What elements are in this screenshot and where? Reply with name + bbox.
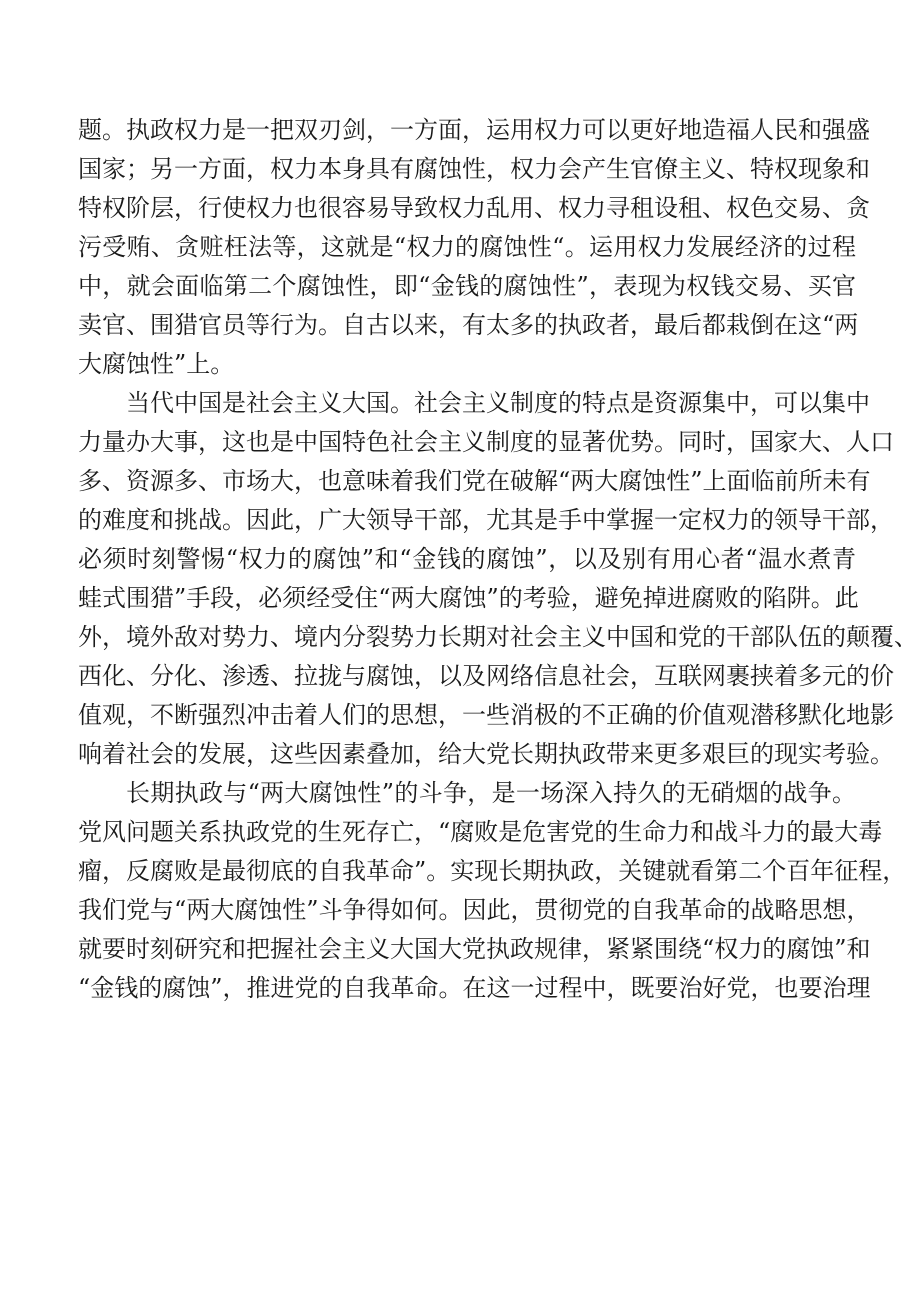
body-line: 就要时刻研究和把握社会主义大国大党执政规律，紧紧围绕“权力的腐蚀”和 <box>78 935 871 963</box>
body-line: 值观，不断强烈冲击着人们的思想，一些消极的不正确的价值观潜移默化地影 <box>78 701 894 729</box>
body-line: 必须时刻警惕“权力的腐蚀”和“金钱的腐蚀”，以及别有用心者“温水煮青 <box>78 545 856 573</box>
body-line: “金钱的腐蚀”，推进党的自我革命。在这一过程中，既要治好党，也要治理 <box>78 974 871 1002</box>
body-line: 外，境外敌对势力、境内分裂势力长期对社会主义中国和党的干部队伍的颠覆、 <box>78 623 918 651</box>
body-line: 国家；另一方面，权力本身具有腐蚀性，权力会产生官僚主义、特权现象和 <box>78 155 870 183</box>
body-line: 党风问题关系执政党的生死存亡，“腐败是危害党的生命力和战斗力的最大毒 <box>78 818 883 846</box>
body-line: 大腐蚀性”上。 <box>78 350 235 378</box>
document-body <box>78 111 918 1008</box>
body-line: 污受贿、贪赃枉法等，这就是“权力的腐蚀性“。运用权力发展经济的过程 <box>78 233 856 261</box>
body-line: 响着社会的发展，这些因素叠加，给大党长期执政带来更多艰巨的现实考验。 <box>78 740 894 768</box>
body-line: 西化、分化、渗透、拉拢与腐蚀，以及网络信息社会，互联网裹挟着多元的价 <box>78 662 894 690</box>
body-line: 我们党与“两大腐蚀性”斗争得如何。因此，贯彻党的自我革命的战略思想， <box>78 896 871 924</box>
body-line: 力量办大事，这也是中国特色社会主义制度的显著优势。同时，国家大、人口 <box>78 428 894 456</box>
body-line: 中，就会面临第二个腐蚀性，即“金钱的腐蚀性”，表现为权钱交易、买官 <box>78 272 856 300</box>
body-line: 特权阶层，行使权力也很容易导致权力乱用、权力寻租设租、权色交易、贪 <box>78 194 870 222</box>
body-line: 卖官、围猎官员等行为。自古以来，有太多的执政者，最后都栽倒在这“两 <box>78 311 859 339</box>
body-line: 瘤，反腐败是最彻底的自我革命”。实现长期执政，关键就看第二个百年征程， <box>78 857 907 885</box>
body-line: 多、资源多、市场大，也意味着我们党在破解“两大腐蚀性”上面临前所未有 <box>78 467 871 495</box>
body-line: 题。执政权力是一把双刃剑，一方面，运用权力可以更好地造福人民和强盛 <box>78 116 870 144</box>
body-line: 的难度和挑战。因此，广大领导干部，尤其是手中掌握一定权力的领导干部， <box>78 506 894 534</box>
paragraph-first-line: 当代中国是社会主义大国。社会主义制度的特点是资源集中，可以集中 <box>126 389 870 417</box>
body-line: 蛙式围猎”手段，必须经受住“两大腐蚀”的考验，避免掉进腐败的陷阱。此 <box>78 584 859 612</box>
paragraph-first-line: 长期执政与“两大腐蚀性”的斗争，是一场深入持久的无硝烟的战争。 <box>126 779 856 807</box>
